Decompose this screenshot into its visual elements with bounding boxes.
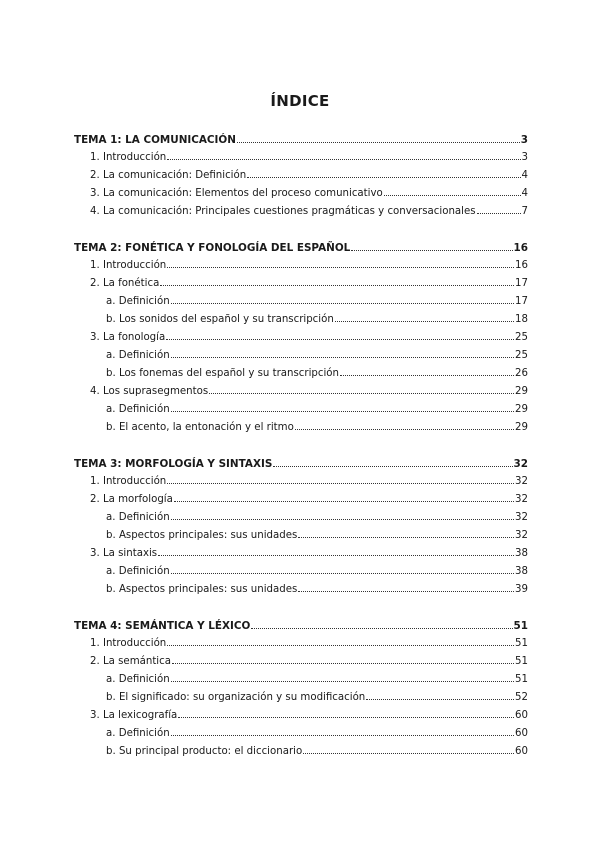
toc-page-number: 25 (515, 350, 528, 361)
toc-page-number: 52 (515, 692, 528, 703)
toc-section-heading[interactable] (74, 134, 528, 152)
dot-leader (167, 483, 514, 484)
toc-page-number: 17 (515, 296, 528, 307)
toc-page-number: 17 (515, 278, 528, 289)
section-spacer (74, 224, 528, 242)
toc-page-number: 3 (520, 134, 528, 146)
toc-page-number: 60 (515, 728, 528, 739)
section-spacer (74, 440, 528, 458)
dot-leader (171, 573, 514, 574)
toc-entry[interactable] (74, 494, 528, 512)
dot-leader (178, 717, 514, 718)
toc-entry[interactable] (74, 746, 528, 764)
toc-entry[interactable] (74, 278, 528, 296)
toc-entry-label: TEMA 4: SEMÁNTICA Y LÉXICO (74, 620, 251, 632)
toc-entry-label: b. El acento, la entonación y el ritmo (106, 422, 294, 433)
toc-page-number: 29 (515, 404, 528, 415)
toc-page-number: 4 (521, 170, 528, 181)
toc-entry-label: a. Definición (106, 296, 170, 307)
toc-page-number: 4 (521, 188, 528, 199)
dot-leader (209, 393, 514, 394)
toc-page-number: 32 (515, 494, 528, 505)
toc-entry-label: 1. Introducción (90, 476, 167, 487)
toc-entry[interactable] (74, 728, 528, 746)
dot-leader (172, 663, 514, 664)
toc-entry-label: TEMA 2: FONÉTICA Y FONOLOGÍA DEL ESPAÑOL (74, 242, 351, 254)
toc-entry-label: b. Los fonemas del español y su transcripción (106, 368, 339, 379)
toc-page-number: 26 (515, 368, 528, 379)
toc-entry[interactable] (74, 692, 528, 710)
toc-entry[interactable] (74, 152, 528, 170)
dot-leader (340, 375, 514, 376)
toc-entry[interactable] (74, 296, 528, 314)
dot-leader (171, 303, 514, 304)
dot-leader (160, 285, 514, 286)
toc-page-number: 38 (515, 548, 528, 559)
toc-entry-label: 3. La fonología (90, 332, 166, 343)
dot-leader (298, 537, 514, 538)
toc-page-number: 51 (515, 656, 528, 667)
toc-section-heading[interactable] (74, 620, 528, 638)
toc-page-number: 16 (515, 260, 528, 271)
dot-leader (167, 645, 514, 646)
toc-entry[interactable] (74, 584, 528, 602)
dot-leader (335, 321, 514, 322)
toc-entry[interactable] (74, 314, 528, 332)
dot-leader (171, 681, 514, 682)
toc-page-number: 32 (513, 458, 528, 470)
toc-entry-label: TEMA 3: MORFOLOGÍA Y SINTAXIS (74, 458, 273, 470)
toc-entry[interactable] (74, 260, 528, 278)
toc-entry-label: 3. La sintaxis (90, 548, 158, 559)
dot-leader (247, 177, 520, 178)
dot-leader (171, 357, 514, 358)
table-of-contents (74, 134, 528, 764)
dot-leader (273, 466, 512, 467)
dot-leader (167, 159, 520, 160)
toc-entry[interactable] (74, 188, 528, 206)
toc-page-number: 25 (515, 332, 528, 343)
toc-entry-label: a. Definición (106, 512, 170, 523)
toc-page-number: 29 (515, 386, 528, 397)
dot-leader (171, 411, 514, 412)
dot-leader (237, 142, 520, 143)
toc-entry-label: 3. La comunicación: Elementos del proceso comunicativo (90, 188, 383, 199)
toc-entry-label: 4. La comunicación: Principales cuestiones pragmáticas y conversacionales (90, 206, 476, 217)
toc-entry[interactable] (74, 548, 528, 566)
toc-entry-label: b. El significado: su organización y su modificación (106, 692, 366, 703)
dot-leader (303, 753, 514, 754)
toc-entry-label: 4. Los suprasegmentos (90, 386, 209, 397)
toc-entry[interactable] (74, 386, 528, 404)
toc-page-number: 60 (515, 710, 528, 721)
toc-entry[interactable] (74, 404, 528, 422)
dot-leader (171, 735, 514, 736)
toc-entry-label: 3. La lexicografía (90, 710, 178, 721)
dot-leader (366, 699, 514, 700)
toc-page-number: 32 (515, 530, 528, 541)
toc-section-heading[interactable] (74, 242, 528, 260)
toc-entry[interactable] (74, 710, 528, 728)
toc-page-number: 51 (515, 638, 528, 649)
toc-entry[interactable] (74, 368, 528, 386)
dot-leader (384, 195, 521, 196)
toc-entry[interactable] (74, 206, 528, 224)
toc-entry-label: a. Definición (106, 404, 170, 415)
toc-page-number: 3 (521, 152, 528, 163)
dot-leader (166, 339, 514, 340)
toc-page-number: 60 (515, 746, 528, 757)
toc-page-number: 7 (521, 206, 528, 217)
dot-leader (174, 501, 514, 502)
toc-entry-label: TEMA 1: LA COMUNICACIÓN (74, 134, 236, 146)
toc-entry-label: a. Definición (106, 728, 170, 739)
toc-entry-label: 2. La comunicación: Definición (90, 170, 247, 181)
toc-entry[interactable] (74, 332, 528, 350)
toc-entry-label: b. Su principal producto: el diccionario (106, 746, 303, 757)
toc-entry-label: 2. La morfología (90, 494, 173, 505)
toc-page-number: 51 (515, 674, 528, 685)
toc-entry-label: a. Definición (106, 566, 170, 577)
toc-entry-label: b. Aspectos principales: sus unidades (106, 584, 298, 595)
toc-section-heading[interactable] (74, 458, 528, 476)
dot-leader (158, 555, 514, 556)
toc-page-number: 18 (515, 314, 528, 325)
toc-entry[interactable] (74, 170, 528, 188)
dot-leader (251, 628, 512, 629)
toc-entry[interactable] (74, 674, 528, 692)
toc-entry-label: b. Los sonidos del español y su transcripción (106, 314, 334, 325)
toc-entry[interactable] (74, 566, 528, 584)
toc-page-number: 29 (515, 422, 528, 433)
toc-entry[interactable] (74, 422, 528, 440)
toc-entry-label: a. Definición (106, 350, 170, 361)
toc-entry-label: 1. Introducción (90, 152, 167, 163)
dot-leader (295, 429, 514, 430)
toc-entry[interactable] (74, 476, 528, 494)
dot-leader (477, 213, 521, 214)
toc-entry[interactable] (74, 350, 528, 368)
dot-leader (171, 519, 514, 520)
toc-entry-label: 2. La fonética (90, 278, 160, 289)
toc-page-number: 32 (515, 512, 528, 523)
toc-entry[interactable] (74, 530, 528, 548)
toc-entry-label: b. Aspectos principales: sus unidades (106, 530, 298, 541)
toc-page-number: 51 (513, 620, 528, 632)
dot-leader (351, 250, 512, 251)
dot-leader (167, 267, 514, 268)
toc-entry[interactable] (74, 638, 528, 656)
toc-page-number: 16 (513, 242, 528, 254)
dot-leader (298, 591, 514, 592)
toc-entry-label: 1. Introducción (90, 638, 167, 649)
page-title: ÍNDICE (270, 92, 330, 110)
toc-page-number: 38 (515, 566, 528, 577)
section-spacer (74, 602, 528, 620)
toc-entry[interactable] (74, 656, 528, 674)
toc-entry[interactable] (74, 512, 528, 530)
toc-entry-label: a. Definición (106, 674, 170, 685)
toc-entry-label: 1. Introducción (90, 260, 167, 271)
toc-page-number: 32 (515, 476, 528, 487)
toc-entry-label: 2. La semántica (90, 656, 171, 667)
toc-page-number: 39 (515, 584, 528, 595)
